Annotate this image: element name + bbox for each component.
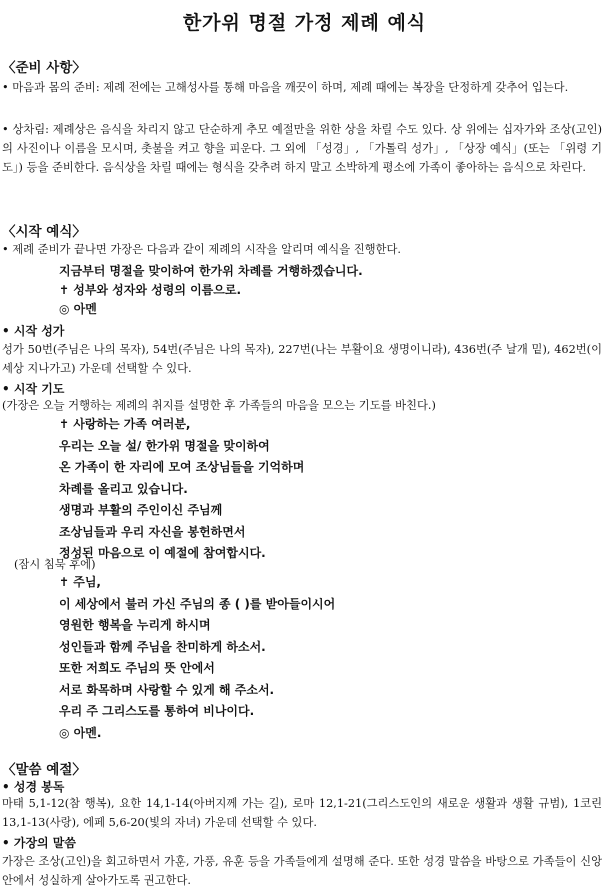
prayer-line: 성인들과 함께 주님을 찬미하게 하소서. <box>59 639 266 654</box>
prayer-block-2 <box>59 572 335 744</box>
heading-scripture-reading: • 성경 봉독 <box>2 780 65 794</box>
paragraph-hymn-options: 성가 50번(주님은 나의 목자), 54번(주님은 나의 목자), 227번(나는 부활이요 생명이니라), 436번(주 날개 밑), 462번(이 세상 지나가고) 가운데 선택할 수 있다. <box>2 343 602 375</box>
page-title: 한가위 명절 가정 제례 예식 <box>182 12 427 34</box>
prayer-line: 차례를 올리고 있습니다. <box>59 481 188 496</box>
silence-note: (잠시 침묵 후에) <box>14 558 96 571</box>
heading-word-liturgy: 〈말씀 예절〉 <box>2 762 86 778</box>
prayer-line: ◎ 아멘. <box>59 725 102 740</box>
heading-head-of-family-talk: • 가장의 말씀 <box>2 836 76 850</box>
opening-line: ◎ 아멘 <box>59 302 97 316</box>
paragraph-table-setting: • 상차림: 제례상은 음식을 차리지 않고 단순하게 추모 예절만을 위한 상을 차릴 수도 있다. 상 위에는 십자가와 조상(고인)의 사진이나 이름을 모시며, 촛불을 켜고 향을 피운다. 그 외에 「성경」, 「가톨릭 성가」, 「상장 예식」(또는 「위령 기도」) 등을 준비한다. 음식상을 차릴 때에는 형식을 갖추려 하지 말고 소박하게 평소에 가족이 좋아하는 음식으로 차린다. <box>2 123 602 174</box>
heading-preparation: 〈준비 사항〉 <box>2 60 86 76</box>
opening-line: 지금부터 명절을 맞이하여 한가위 차례를 거행하겠습니다. <box>59 264 363 278</box>
prayer-line: 정성된 마음으로 이 예절에 참여합시다. <box>59 546 266 560</box>
paragraph-mind-body: • 마음과 몸의 준비: 제례 전에는 고해성사를 통해 마음을 깨끗이 하며, 제례 때에는 복장을 단정하게 갖추어 입는다. <box>2 81 569 94</box>
prayer-block-1 <box>59 414 304 565</box>
prayer-line: 우리는 오늘 설/ 한가위 명절을 맞이하여 <box>59 438 270 453</box>
opening-line: ✝ 성부와 성자와 성령의 이름으로. <box>59 283 242 297</box>
paragraph-head-of-family-talk: 가장은 조상(고인)을 회고하면서 가훈, 가풍, 유훈 등을 가족들에게 설명해 준다. 또한 성경 말씀을 바탕으로 가족들이 신앙 안에서 성실하게 살아가도록 권고한다. <box>2 855 602 887</box>
paragraph-opening-intro: • 제례 준비가 끝나면 가장은 다음과 같이 제례의 시작을 알리며 예식을 진행한다. <box>2 243 401 256</box>
heading-opening-rite: 〈시작 예식〉 <box>2 224 86 240</box>
prayer-line: 생명과 부활의 주인이신 주님께 <box>59 503 223 517</box>
heading-opening-prayer: • 시작 기도 <box>2 382 65 396</box>
prayer-line: ✝ 주님, <box>59 575 101 589</box>
prayer-line: 우리 주 그리스도를 통하여 비나이다. <box>59 704 255 718</box>
paragraph-scripture-options: 마태 5,1-12(참 행복), 요한 14,1-14(아버지께 가는 길), 로마 12,1-21(그리스도인의 새로운 생활과 생활 규범), 1코린 13,1-13(사랑), 에페 5,6-20(빛의 자녀) 가운데 선택할 수 있다. <box>2 797 602 829</box>
prayer-line: ✝ 사랑하는 가족 여러분, <box>59 417 191 431</box>
opening-declaration <box>59 262 363 319</box>
prayer-line: 이 세상에서 불러 가신 주님의 종 ( )를 받아들이시어 <box>59 596 336 611</box>
prayer-line: 온 가족이 한 자리에 모여 조상님들을 기억하며 <box>59 460 305 474</box>
heading-opening-hymn: • 시작 성가 <box>2 324 65 338</box>
prayer-line: 서로 화목하며 사랑할 수 있게 해 주소서. <box>59 682 275 697</box>
prayer-line: 조상님들과 우리 자신을 봉헌하면서 <box>59 524 246 539</box>
paragraph-prayer-intro: (가장은 오늘 거행하는 제례의 취지를 설명한 후 가족들의 마음을 모으는 기도를 바친다.) <box>2 399 436 412</box>
prayer-line: 영원한 행복을 누리게 하시며 <box>59 618 211 632</box>
prayer-line: 또한 저희도 주님의 뜻 안에서 <box>59 661 215 675</box>
